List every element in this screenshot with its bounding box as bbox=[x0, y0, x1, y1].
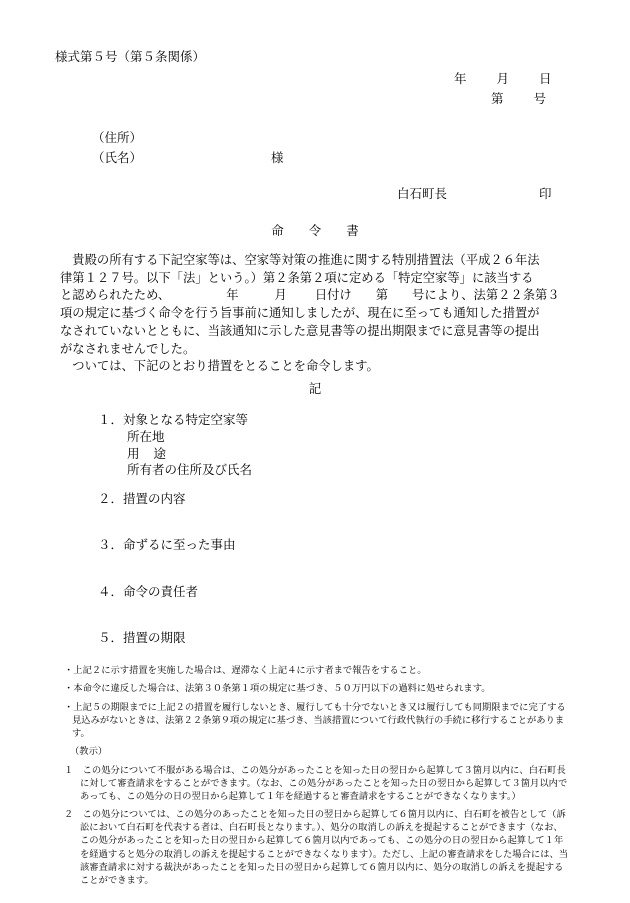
item-1-use-a: 用 bbox=[127, 446, 140, 461]
date-year: 年 bbox=[454, 71, 467, 86]
item-1-owner: 所有者の住所及び氏名 bbox=[127, 462, 253, 477]
item-1-use-b: 途 bbox=[153, 446, 167, 461]
date-month: 月 bbox=[496, 71, 510, 86]
doc-number-suffix: 号 bbox=[533, 91, 547, 106]
body-line: 律第１２７号。以下「法」という。）第２条第２項に定める「特定空家等」に該当する bbox=[60, 270, 534, 285]
body-fragment: と認められたため、 bbox=[60, 288, 171, 303]
document-title: 命 令 書 bbox=[271, 223, 359, 238]
body-fragment: 月 bbox=[274, 288, 287, 303]
kyouji-1: １ この処分について不服がある場合は、この処分があったことを知った日の翌日から起算して３箇月以内に、白石町長に対して審査請求をすることができます。（なお、この処分があったことを知った日の翌日から起算して３箇月以内であっても、この処分の日の翌日から起算して１年を経過すると審査請求をすることができなくなります。） bbox=[64, 764, 568, 803]
kyouji-heading: （教示） bbox=[70, 746, 108, 758]
body-line: ついては、下記のとおり措置をとることを命令します。 bbox=[60, 359, 379, 374]
body-line: なされていないとともに、当該通知に示した意見書等の提出期限までに意見書等の提出 bbox=[60, 323, 540, 338]
honorific: 様 bbox=[271, 150, 284, 165]
note-2: ・本命令に違反した場合は、法第３０条第１項の規定に基づき、５０万円以下の過料に処せられます。 bbox=[64, 683, 491, 695]
body-fragment: 号により、法第２２条第３ bbox=[412, 288, 560, 303]
doc-number bbox=[491, 89, 546, 107]
body-line: がなされませんでした。 bbox=[60, 341, 196, 356]
date-day: 日 bbox=[539, 71, 552, 86]
item-4: ４．命令の責任者 bbox=[98, 584, 199, 599]
name-label: （氏名） bbox=[92, 150, 143, 165]
body-text bbox=[60, 252, 560, 376]
body-fragment: 日付け bbox=[314, 288, 352, 303]
address-label: （住所） bbox=[92, 130, 143, 145]
kyouji-2: ２ この処分については、この処分のあったことを知った日の翌日から起算して６箇月以内に、白石町を被告として（訴訟において白石町を代表する者は、白石町長となります。）、処分の取消しの訴えを提起することができます（なお、この処分があったことを知った日の翌日から起算して６箇月以内であっても、この処分の日の翌日から起算して１年を経過すると処分の取消しの訴えを提起することができなくなります）。ただし、上記の審査請求をした場合には、当該審査請求に対する裁決があったことを知った日の翌日から起算して６箇月以内に、処分の取消しの訴えを提起することができます。 bbox=[64, 808, 569, 887]
body-fragment: 第 bbox=[375, 288, 389, 303]
item-3: ３．命ずるに至った事由 bbox=[98, 537, 236, 552]
notes bbox=[64, 664, 569, 891]
issuer-title: 白石町長 bbox=[397, 186, 448, 201]
body-line: 貴殿の所有する下記空家等は、空家等対策の推進に関する特別措置法（平成２６年法 bbox=[60, 253, 540, 267]
note-1: ・上記２に示す措置を実施した場合は、遅滞なく上記４に示す者まで報告をすること。 bbox=[64, 665, 427, 676]
form-number: 様式第５号（第５条関係） bbox=[55, 49, 206, 64]
body-fragment: 年 bbox=[226, 288, 239, 303]
ki-heading: 記 bbox=[308, 381, 322, 396]
body-line: 項の規定に基づく命令を行う旨事前に通知しましたが、現在に至っても通知した措置が bbox=[60, 306, 540, 321]
date-line bbox=[454, 69, 552, 87]
body-line bbox=[60, 287, 560, 305]
note-3: ・上記５の期限までに上記２の措置を履行しないとき、履行しても十分でないとき又は履行しても同期限までに完了する見込みがないときは、法第２２条第９項の規定に基づき、当該措置について行政代執行の手続に移行することがあります。 bbox=[64, 701, 566, 740]
item-5: ５．措置の期限 bbox=[98, 630, 186, 645]
seal-mark: 印 bbox=[539, 186, 552, 201]
item-1-location: 所在地 bbox=[127, 429, 165, 444]
doc-number-prefix: 第 bbox=[491, 91, 504, 106]
item-1: １．対象となる特定空家等 bbox=[98, 412, 249, 427]
item-2: ２．措置の内容 bbox=[98, 491, 186, 506]
